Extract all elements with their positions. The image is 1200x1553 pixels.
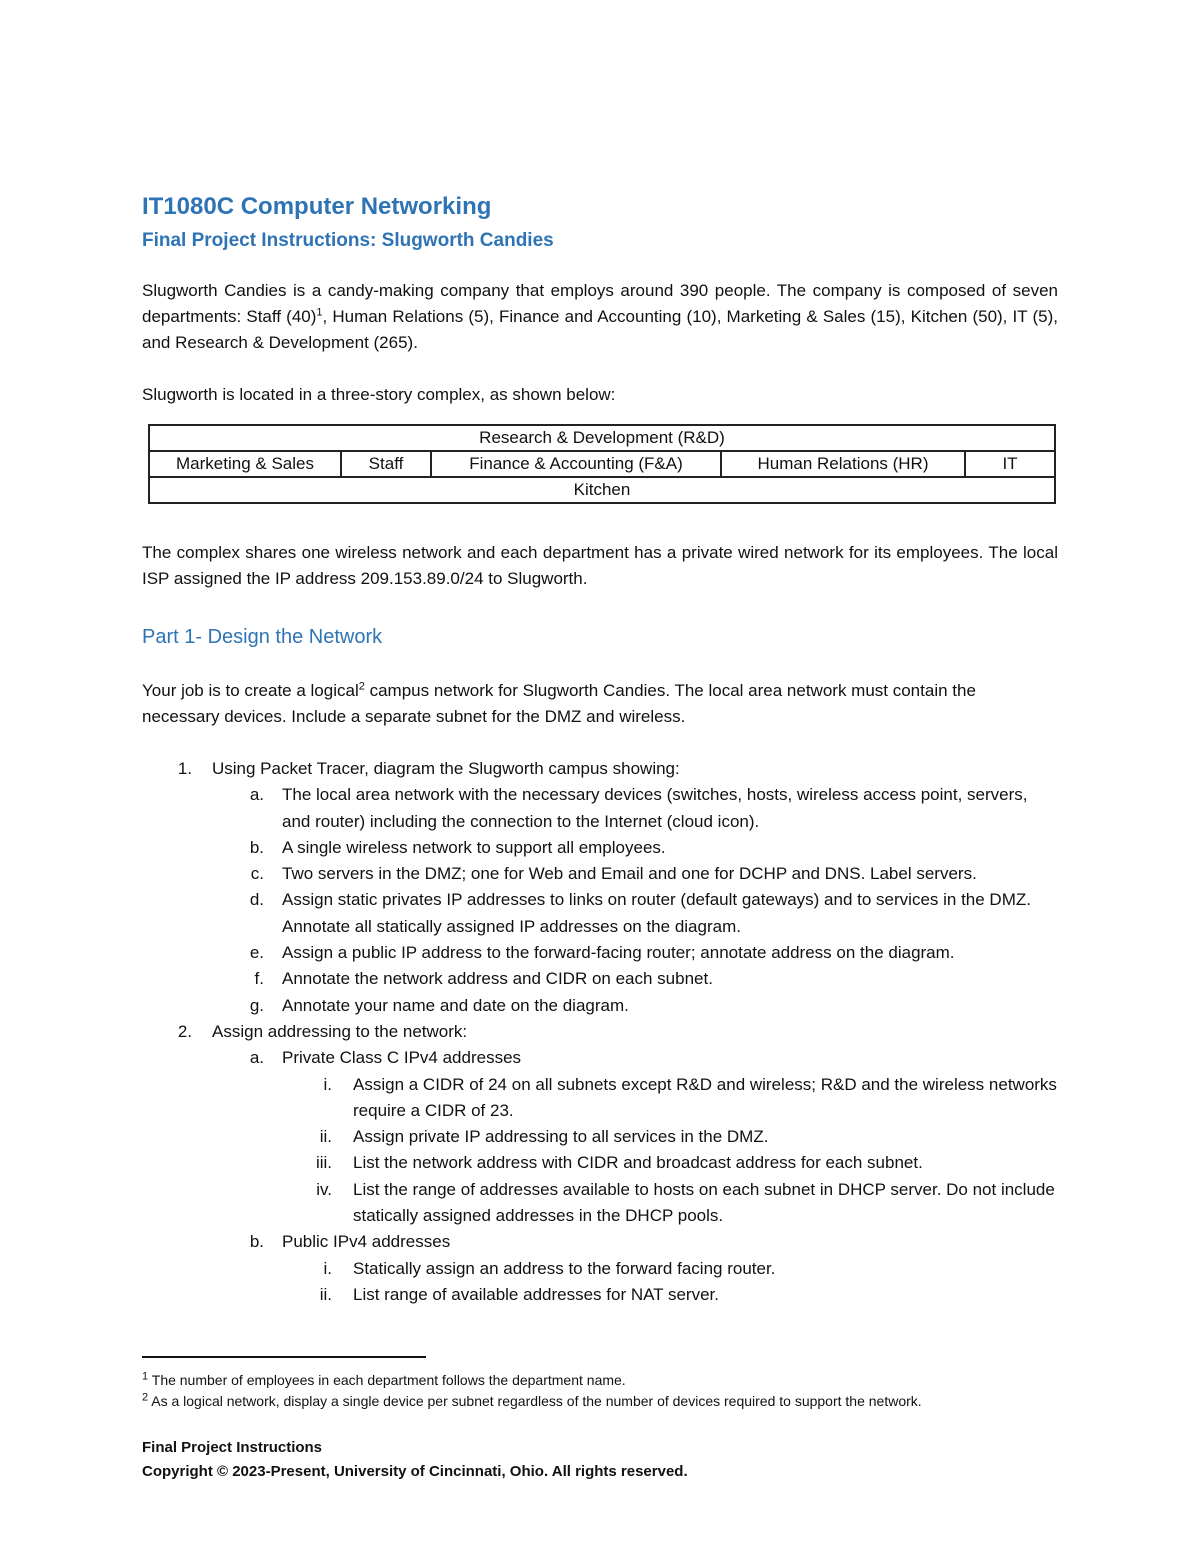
intro-text-b: , Human Relations (5), Finance and Accounting (10), Marketing & Sales (15), Kitchen (50), IT (5), and Research & Development (265).	[142, 307, 1058, 352]
floor-cell-rd: Research & Development (R&D)	[149, 425, 1055, 451]
part1-intro	[142, 678, 1058, 730]
list-item	[142, 1150, 1058, 1176]
part1-intro-text-b: campus network for Slugworth Candies. The local area network must contain the necessary devices. Include a separate subnet for the DMZ and wireless.	[142, 681, 976, 726]
list-item-text: List the network address with CIDR and broadcast address for each subnet.	[353, 1153, 923, 1173]
list-item-text: Assign a CIDR of 24 on all subnets except R&D and wireless; R&D and the wireless networks require a CIDR of 23.	[353, 1074, 1057, 1120]
list-item-text: The local area network with the necessary devices (switches, hosts, wireless access point, servers, and router) including the connection to the Internet (cloud icon).	[282, 785, 1028, 831]
instructions-list	[142, 756, 1058, 1308]
list-item-text: Assign a public IP address to the forward-facing router; annotate address on the diagram.	[282, 943, 955, 963]
intro-paragraph	[142, 278, 1058, 356]
list-item	[142, 887, 1058, 940]
list-item	[142, 1177, 1058, 1230]
list-item-text: Private Class C IPv4 addresses	[282, 1048, 522, 1068]
intro-text-a: Slugworth Candies is a candy-making company that employs around 390 people. The company is composed of seven departments: Staff (40)	[142, 281, 1058, 326]
footnote-number: 2	[142, 1391, 149, 1404]
list-marker: ii.	[319, 1284, 332, 1304]
list-marker: a.	[249, 1048, 264, 1068]
list-item	[142, 861, 1058, 887]
footnote-separator	[142, 1356, 426, 1358]
list-item	[142, 1045, 1058, 1071]
floor-cell-it: IT	[965, 451, 1055, 477]
list-marker: 1.	[177, 759, 192, 778]
list-marker: a.	[249, 785, 264, 805]
list-marker: i.	[323, 1074, 332, 1094]
list-item	[142, 835, 1058, 861]
list-marker: d.	[249, 890, 264, 910]
list-item-text: Assign private IP addressing to all services in the DMZ.	[353, 1127, 769, 1147]
floor-cell-finance: Finance & Accounting (F&A)	[431, 451, 721, 477]
list-marker: ii.	[319, 1127, 332, 1147]
footnote-2	[142, 1391, 1072, 1412]
list-item-text: A single wireless network to support all employees.	[282, 837, 666, 857]
list-item-text: Statically assign an address to the forward facing router.	[353, 1258, 776, 1278]
footer-copyright: Copyright © 2023-Present, University of Cincinnati, Ohio. All rights reserved.	[142, 1463, 688, 1480]
document-subtitle: Final Project Instructions: Slugworth Candies	[142, 230, 554, 251]
list-marker: b.	[249, 1232, 264, 1252]
footnote-text: As a logical network, display a single device per subnet regardless of the number of devices required to support the network.	[148, 1393, 922, 1409]
footnote-1	[142, 1370, 1072, 1391]
list-item	[142, 1229, 1058, 1255]
floor-row-ground	[149, 477, 1055, 503]
list-item-text: Annotate the network address and CIDR on each subnet.	[282, 969, 713, 989]
course-title: IT1080C Computer Networking	[142, 193, 492, 220]
list-item	[142, 993, 1058, 1019]
list-marker: e.	[249, 943, 264, 963]
footnote-number: 1	[142, 1370, 149, 1383]
page-footer	[142, 1436, 688, 1484]
list-item	[142, 1019, 1058, 1045]
floor-row-top	[149, 425, 1055, 451]
list-item	[142, 966, 1058, 992]
list-item-text: Annotate your name and date on the diagram.	[282, 995, 629, 1015]
list-item-text: Public IPv4 addresses	[282, 1232, 451, 1252]
location-paragraph: Slugworth is located in a three-story complex, as shown below:	[142, 385, 616, 404]
list-marker: c.	[250, 864, 264, 884]
list-item-text: Assign static privates IP addresses to links on router (default gateways) and to services in the DMZ. Annotate all statically assigned IP addresses on the diagram.	[282, 890, 1031, 936]
footnote-ref-1[interactable]: 1	[316, 306, 323, 319]
list-marker: f.	[254, 969, 264, 989]
footnotes	[142, 1370, 1072, 1412]
list-item	[142, 782, 1058, 835]
footnote-text: The number of employees in each department follows the department name.	[148, 1372, 626, 1388]
footnote-ref-2[interactable]: 2	[358, 680, 365, 693]
list-marker: g.	[249, 995, 264, 1015]
floor-cell-hr: Human Relations (HR)	[721, 451, 965, 477]
list-item	[142, 1124, 1058, 1150]
list-marker: 2.	[177, 1021, 192, 1041]
list-marker: b.	[249, 837, 264, 857]
part1-heading: Part 1- Design the Network	[142, 626, 383, 648]
list-item	[142, 1072, 1058, 1125]
building-floor-table	[148, 424, 1056, 504]
floor-cell-staff: Staff	[341, 451, 431, 477]
list-marker: iv.	[316, 1179, 332, 1199]
list-item-text: Using Packet Tracer, diagram the Slugworth campus showing:	[212, 759, 680, 778]
footer-title: Final Project Instructions	[142, 1439, 323, 1456]
list-item-text: List range of available addresses for NAT server.	[353, 1284, 719, 1304]
part1-intro-text-a: Your job is to create a logical	[142, 681, 359, 700]
list-item-text: Assign addressing to the network:	[212, 1021, 468, 1041]
list-item	[142, 1256, 1058, 1282]
list-item	[142, 756, 1058, 782]
floor-cell-kitchen: Kitchen	[149, 477, 1055, 503]
list-marker: iii.	[315, 1153, 332, 1173]
page-content	[142, 190, 1058, 1308]
list-item	[142, 940, 1058, 966]
floor-cell-marketing: Marketing & Sales	[149, 451, 341, 477]
list-item	[142, 1282, 1058, 1308]
network-paragraph: The complex shares one wireless network and each department has a private wired network for its employees. The local ISP assigned the IP address 209.153.89.0/24 to Slugworth.	[142, 543, 1058, 588]
floor-row-middle	[149, 451, 1055, 477]
list-item-text: Two servers in the DMZ; one for Web and Email and one for DCHP and DNS. Label servers.	[282, 864, 977, 884]
list-item-text: List the range of addresses available to hosts on each subnet in DHCP server. Do not include statically assigned addresses in the DHCP pools.	[353, 1179, 1055, 1226]
list-marker: i.	[323, 1258, 332, 1278]
